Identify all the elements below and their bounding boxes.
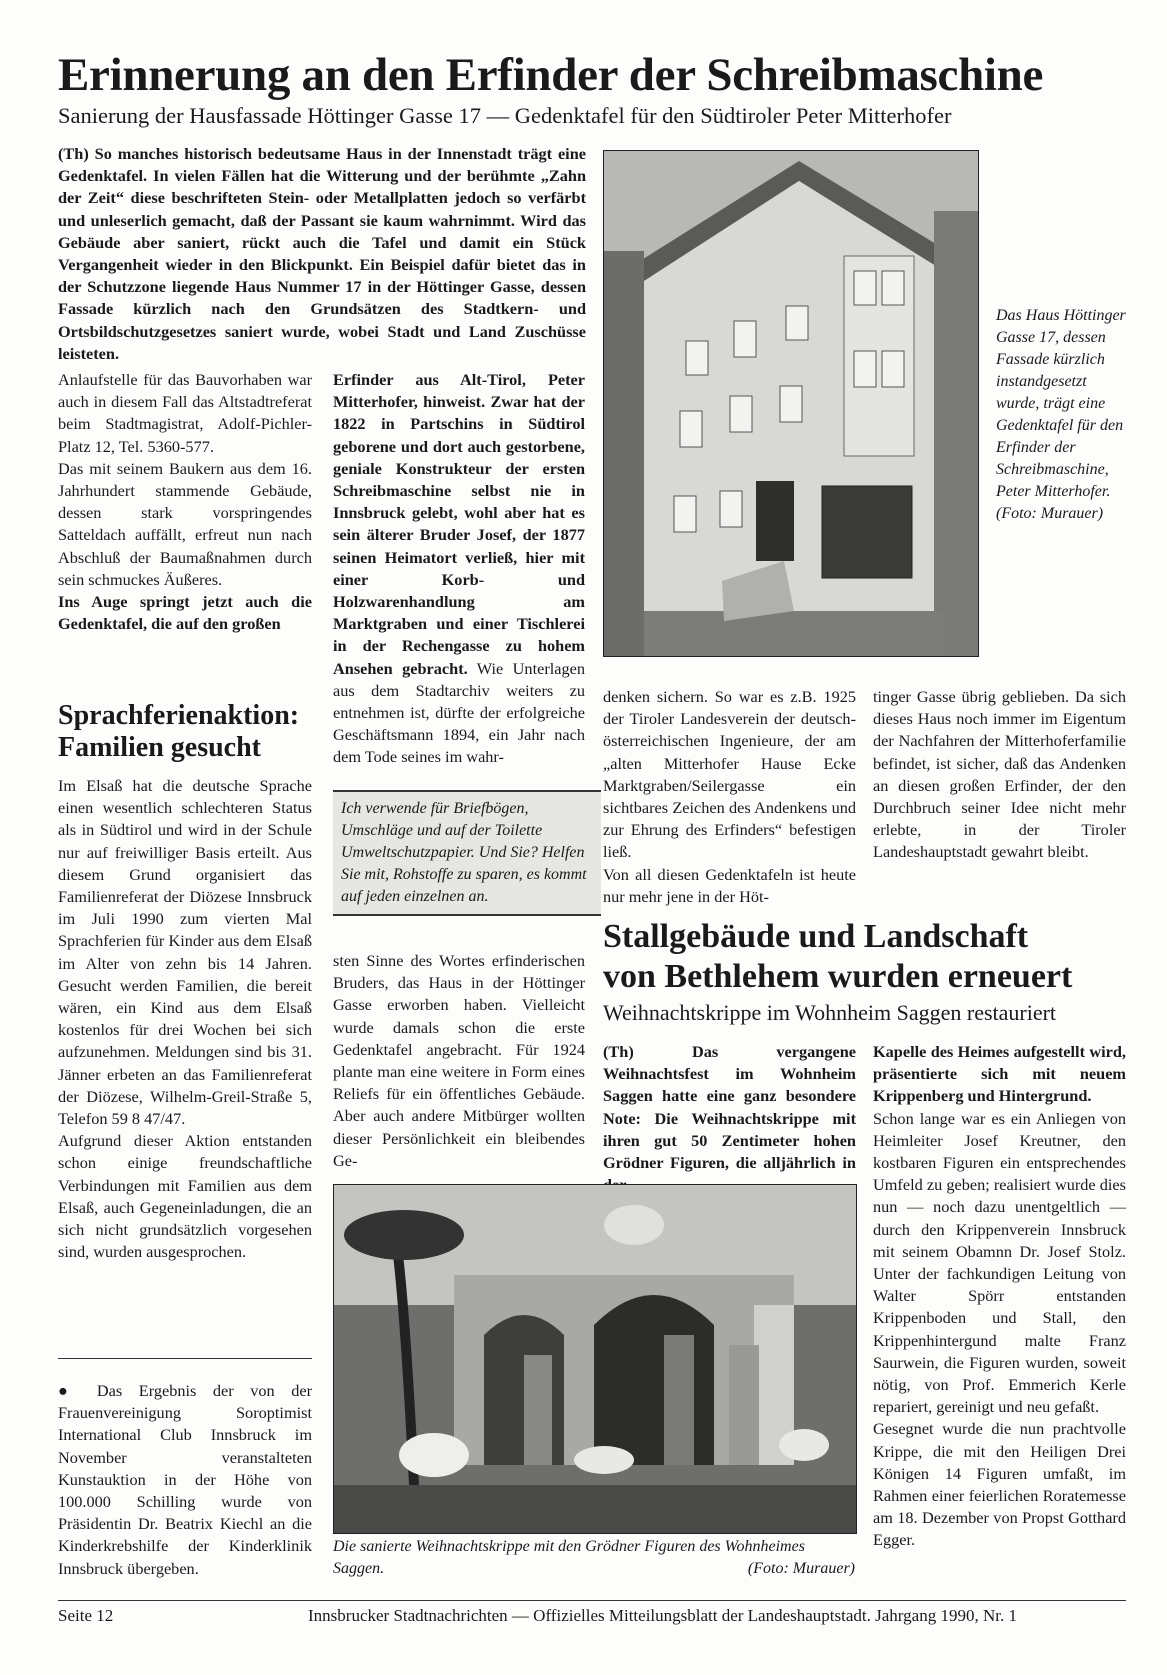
footer-rule: [58, 1600, 1126, 1601]
col3-paragraph-2: Von all diesen Gedenktafeln ist heute nur mehr jene in der Höt-: [603, 864, 856, 906]
house-photo-caption: Das Haus Höttinger Gasse 17, dessen Fassade kürzlich instandgesetzt wurde, trägt eine Gedenktafel für den Erfinder der Schreibmaschine, Peter Mitterhofer. (Foto: Murauer): [996, 307, 1126, 522]
divider-line: [58, 1358, 312, 1359]
nativity-photo-caption: [333, 1536, 855, 1580]
col1-paragraph-1: Anlaufstelle für das Bauvorhaben war auch in diesem Fall das Altstadtreferat beim Stadtmagistrat, Adolf-Pichler-Platz 12, Tel. 5360-577.: [58, 370, 312, 456]
article-lead: (Th) So manches historisch bedeutsame Haus in der Innenstadt trägt eine Gedenktafel. In vielen Fällen hat die Witterung und der berühmte „Zahn der Zeit“ diese beschrifteten Stein- oder Metallplatten jedoch so verfärbt und unleserlich gemacht, daß der Passant sie kaum wahrnimmt. Wird das Gebäude aber saniert, rückt auch die Tafel und damit ein Stück Vergangenheit wieder in den Blickpunkt. Ein Beispiel dafür bietet das in der Schutzzone liegende Haus Nummer 17 in der Höttinger Gasse, dessen Fassade kürzlich nach den Grundsätzen des Stadtkern- und Ortsbildschutzgesetzes saniert wurde, wobei Stadt und Land Zuschüsse leisteten.: [58, 144, 586, 363]
house-photo: [603, 150, 979, 657]
article3-subheadline: Weihnachtskrippe im Wohnheim Saggen restauriert: [603, 1000, 1057, 1025]
nativity-caption-text: Die sanierte Weihnachtskrippe mit den Grödner Figuren des Wohnheimes Saggen.: [333, 1538, 805, 1577]
article3-lead: (Th) Das vergangene Weihnachtsfest im Wohnheim Saggen hatte eine ganz besondere Note: Die Weihnachtskrippe mit ihren gut 50 Zentimeter hohen Grödner Figuren, die alljährlich in: [603, 1042, 856, 1173]
article1-col4: tinger Gasse übrig geblieben. Da sich dieses Haus noch immer im Eigentum der Nachfahren der Mitterhoferfamilie befindet, ist sicher, daß das Andenken an diesen großen Erfinder, der den Durchbruch seiner Idee nicht mehr erlebte, in der Tiroler Landeshauptstadt gewahrt bleibt.: [873, 687, 1126, 862]
main-headline: Erinnerung an den Erfinder der Schreibmaschine: [58, 49, 1044, 101]
nativity-photo: [333, 1184, 857, 1534]
article2-paragraph-1: Im Elsaß hat die deutsche Sprache einen wesentlich schlechteren Status als in Südtirol und wird in der Schule nur auf freiwilliger Basis erteilt. Aus diesem Grund organisiert das Familienreferat der Diözese Innsbruck im Juli 1990 zum vierten Mal Sprachferien für Kinder aus dem Elsaß im Alter von zehn bis 14 Jahren. Gesucht werden Familien, die bereit wären, ein Kind aus dem Elsaß kostenlos für drei Wochen bei sich aufzunehmen. Meldungen sind bis 31. Jänner erbeten an das Familienreferat der Diözese, Wilhelm-Greil-Straße 5, Telefon 59 8 47/47.: [58, 776, 312, 1129]
article3-headline-line2: von Bethlehem wurden erneuert: [603, 958, 1073, 995]
footer-publication: Innsbrucker Stadtnachrichten — Offizielles Mitteilungsblatt der Landeshauptstadt. Jahrgang 1990, Nr. 1: [308, 1606, 1017, 1625]
bullet-icon: ●: [58, 1381, 97, 1400]
main-subheadline: Sanierung der Hausfassade Höttinger Gasse 17 — Gedenktafel für den Südtiroler Peter Mitterhofer: [58, 103, 952, 128]
article2-paragraph-2: Aufgrund dieser Aktion entstanden schon einige freundschaftliche Verbindungen mit Familien aus dem Elsaß, auch Gegeneinladungen, die an sich nicht grundsätzlich vorgesehen sind, wurden ausgesprochen.: [58, 1131, 312, 1262]
col1-paragraph-2: Das mit seinem Baukern aus dem 16. Jahrhundert stammende Gebäude, dessen stark vorspringendes Satteldach auffällt, erfreut nun nach Abschluß der Baumaßnahmen durch sein schmuckes Äußeres.: [58, 458, 312, 589]
article2-headline: Sprachferienaktion: Familien gesucht: [58, 700, 300, 763]
article1-col2: [333, 369, 585, 769]
bullet-note: [58, 1380, 312, 1580]
col3-paragraph-1: denken sichern. So war es z.B. 1925 der Tiroler Landesverein der deutsch-österreichischen Ingenieure, der am „alten Mitterhofer Hause Ecke Marktgraben/Seilergasse ein sichtbares Zeichen des Andenkens und zur Ehrung des Erfinders“ befestigen ließ.: [603, 687, 856, 862]
article3-col2-bold: Kapelle des Heimes aufgestellt wird, präsentierte sich mit neuem Krippenberg und Hintergrund.: [873, 1042, 1126, 1106]
nativity-photo-credit: (Foto: Murauer): [747, 1560, 855, 1577]
article3-headline-line1: Stallgebäude und Landschaft: [603, 918, 1029, 955]
article1-col3: [603, 686, 856, 908]
article3-col2-paragraph-2: Gesegnet wurde die nun prachtvolle Krippe, die mit den Heiligen Drei Königen 14 Figuren umfaßt, im Rahmen einer feierlichen Roratemesse am 18. Dezember von Propst Gotthard Egger.: [873, 1419, 1126, 1550]
house-illustration: [604, 151, 978, 656]
footer-page-number: Seite 12: [58, 1606, 114, 1625]
col2-normal-text: Wie Unterlagen aus dem Stadtarchiv weiters zu entnehmen ist, dürfte der erfolgreiche Geschäftsmann 1894, ein Jahr nach dem Tode seines im wahr-: [333, 658, 586, 767]
article2-body: [58, 775, 312, 1263]
article1-col1: [58, 369, 312, 635]
bullet-note-text: Das Ergebnis der von der Frauenvereinigung Soroptimist International Club Innsbruck im November veranstalteten Kunstauktion in der Höhe von 100.000 Schilling wurde von Präsidentin Dr. Beatrix Kiechl an die Kinderkrebshilfe der Kinderklinik Innsbruck übergeben.: [58, 1381, 312, 1578]
environment-note-box: Ich verwende für Briefbögen, Umschläge und auf der Toilette Umweltschutzpapier. Und Sie? Helfen Sie mit, Rohstoffe zu sparen, es kommt auf jeden einzelnen an.: [333, 790, 601, 916]
col2-bold-text: Erfinder aus Alt-Tirol, Peter Mitterhofer, hinweist. Zwar hat der 1822 in Partschins in Südtirol geborene und dort auch gestorbene, geniale Konstrukteur der ersten Schreibmaschine selbst nie in Innsbruck gelebt, wohl aber hat es sein älterer Bruder Josef, der 1877 seinen Heimatort verließ, hier mit einer Korb- und Holzwarenhandlung am Marktgraben und einer Tischlerei in der Rechengasse zu hohem Ansehen gebracht.: [333, 370, 585, 678]
col1-paragraph-3: Ins Auge springt jetzt auch die Gedenktafel, die auf den großen: [58, 592, 312, 634]
article1-col2-continued: sten Sinne des Wortes erfinderischen Bruders, das Haus in der Höttinger Gasse erworben haben. Vielleicht wurde damals schon die erste Gedenktafel angebracht. Für 1924 plante man eine weitere in Form eines Reliefs für ein öffentliches Gebäude. Aber auch andere Mitbürger wollten dieser Persönlichkeit ein bleibendes Ge-: [333, 951, 585, 1170]
article3-col2: [873, 1041, 1126, 1552]
nativity-illustration: [334, 1185, 856, 1533]
article3-col2-paragraph-1: Schon lange war es ein Anliegen von Heimleiter Josef Kreutner, den kostbaren Figuren ein entsprechendes Umfeld zu geben; realisiert wurde dies nun — noch dazu unentgeltlich — durch den Krippenverein Innsbruck mit seinem Obamnn Dr. Josef Stolz. Unter der fachkundigen Leitung von Walter Spörr entstanden Krippenboden und Stall, den Krippenhintergund malte Franz Saurwein, die Figuren wurden, soweit nötig, von Prof. Emmerich Kerle repariert, gereinigt und neu gefaßt.: [873, 1108, 1126, 1417]
